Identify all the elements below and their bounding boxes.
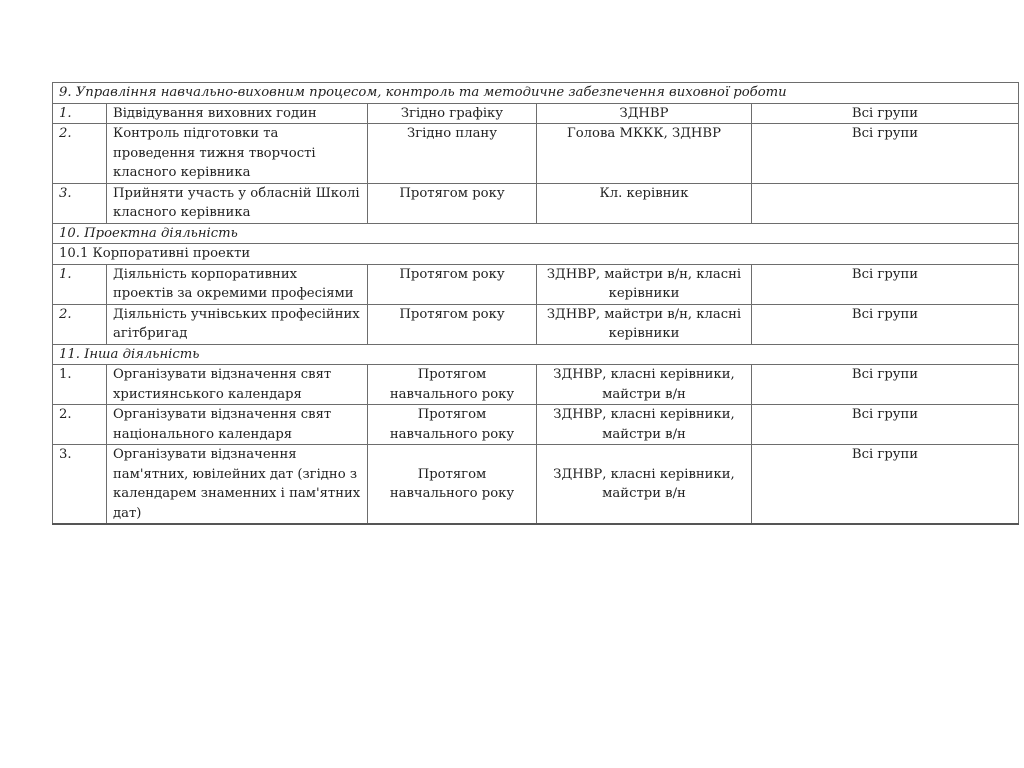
- responsible-cell: ЗДНВР, майстри в/н, класні керівники: [537, 264, 752, 304]
- activity-cell: Організувати відзначення свят християнського календаря: [107, 365, 368, 405]
- responsible-cell: ЗДНВР, класні керівники, майстри в/н: [537, 405, 752, 445]
- section-header-row: [53, 344, 1019, 365]
- groups-cell: Всі групи: [752, 124, 1019, 184]
- activity-cell: Відвідування виховних годин: [107, 103, 368, 124]
- table-row: [53, 445, 1019, 525]
- term-cell: Протягом року: [368, 264, 537, 304]
- groups-cell: Всі групи: [752, 365, 1019, 405]
- plan-table: [52, 82, 1019, 525]
- groups-cell: Всі групи: [752, 103, 1019, 124]
- table-row: [53, 103, 1019, 124]
- responsible-cell: ЗДНВР, майстри в/н, класні керівники: [537, 304, 752, 344]
- term-cell: Згідно графіку: [368, 103, 537, 124]
- row-number: 1.: [53, 103, 107, 124]
- groups-cell: Всі групи: [752, 405, 1019, 445]
- table-row: [53, 264, 1019, 304]
- table-row: [53, 124, 1019, 184]
- section-title: 10. Проектна діяльність: [53, 223, 1019, 244]
- section-title: 11. Інша діяльність: [53, 344, 1019, 365]
- subsection-header-row: [53, 244, 1019, 265]
- row-number: 3.: [53, 445, 107, 525]
- row-number: 1.: [53, 365, 107, 405]
- activity-cell: Діяльність учнівських професійних агітбригад: [107, 304, 368, 344]
- activity-cell: Контроль підготовки та проведення тижня творчості класного керівника: [107, 124, 368, 184]
- activity-cell: Діяльність корпоративних проектів за окремими професіями: [107, 264, 368, 304]
- term-cell: Протягом навчального року: [368, 405, 537, 445]
- groups-cell: [752, 183, 1019, 223]
- subsection-title: 10.1 Корпоративні проекти: [53, 244, 1019, 265]
- section-header-row: [53, 83, 1019, 104]
- section-title: 9. Управління навчально-виховним процесом, контроль та методичне забезпечення виховної роботи: [53, 83, 1019, 104]
- term-cell: Протягом року: [368, 304, 537, 344]
- responsible-cell: ЗДНВР, класні керівники, майстри в/н: [537, 365, 752, 405]
- groups-cell: Всі групи: [752, 445, 1019, 525]
- term-cell: Згідно плану: [368, 124, 537, 184]
- row-number: 2.: [53, 304, 107, 344]
- responsible-cell: Кл. керівник: [537, 183, 752, 223]
- groups-cell: Всі групи: [752, 304, 1019, 344]
- table-row: [53, 365, 1019, 405]
- activity-cell: Прийняти участь у обласній Школі класного керівника: [107, 183, 368, 223]
- term-cell: Протягом року: [368, 183, 537, 223]
- table-row: [53, 405, 1019, 445]
- row-number: 2.: [53, 124, 107, 184]
- row-number: 3.: [53, 183, 107, 223]
- responsible-cell: ЗДНВР, класні керівники, майстри в/н: [537, 445, 752, 525]
- responsible-cell: ЗДНВР: [537, 103, 752, 124]
- table-row: [53, 304, 1019, 344]
- row-number: 2.: [53, 405, 107, 445]
- activity-cell: Організувати відзначення пам'ятних, ювілейних дат (згідно з календарем знаменних і пам'ятних дат): [107, 445, 368, 525]
- section-header-row: [53, 223, 1019, 244]
- row-number: 1.: [53, 264, 107, 304]
- term-cell: Протягом навчального року: [368, 365, 537, 405]
- groups-cell: Всі групи: [752, 264, 1019, 304]
- responsible-cell: Голова МККК, ЗДНВР: [537, 124, 752, 184]
- term-cell: Протягом навчального року: [368, 445, 537, 525]
- activity-cell: Організувати відзначення свят національного календаря: [107, 405, 368, 445]
- table-row: [53, 183, 1019, 223]
